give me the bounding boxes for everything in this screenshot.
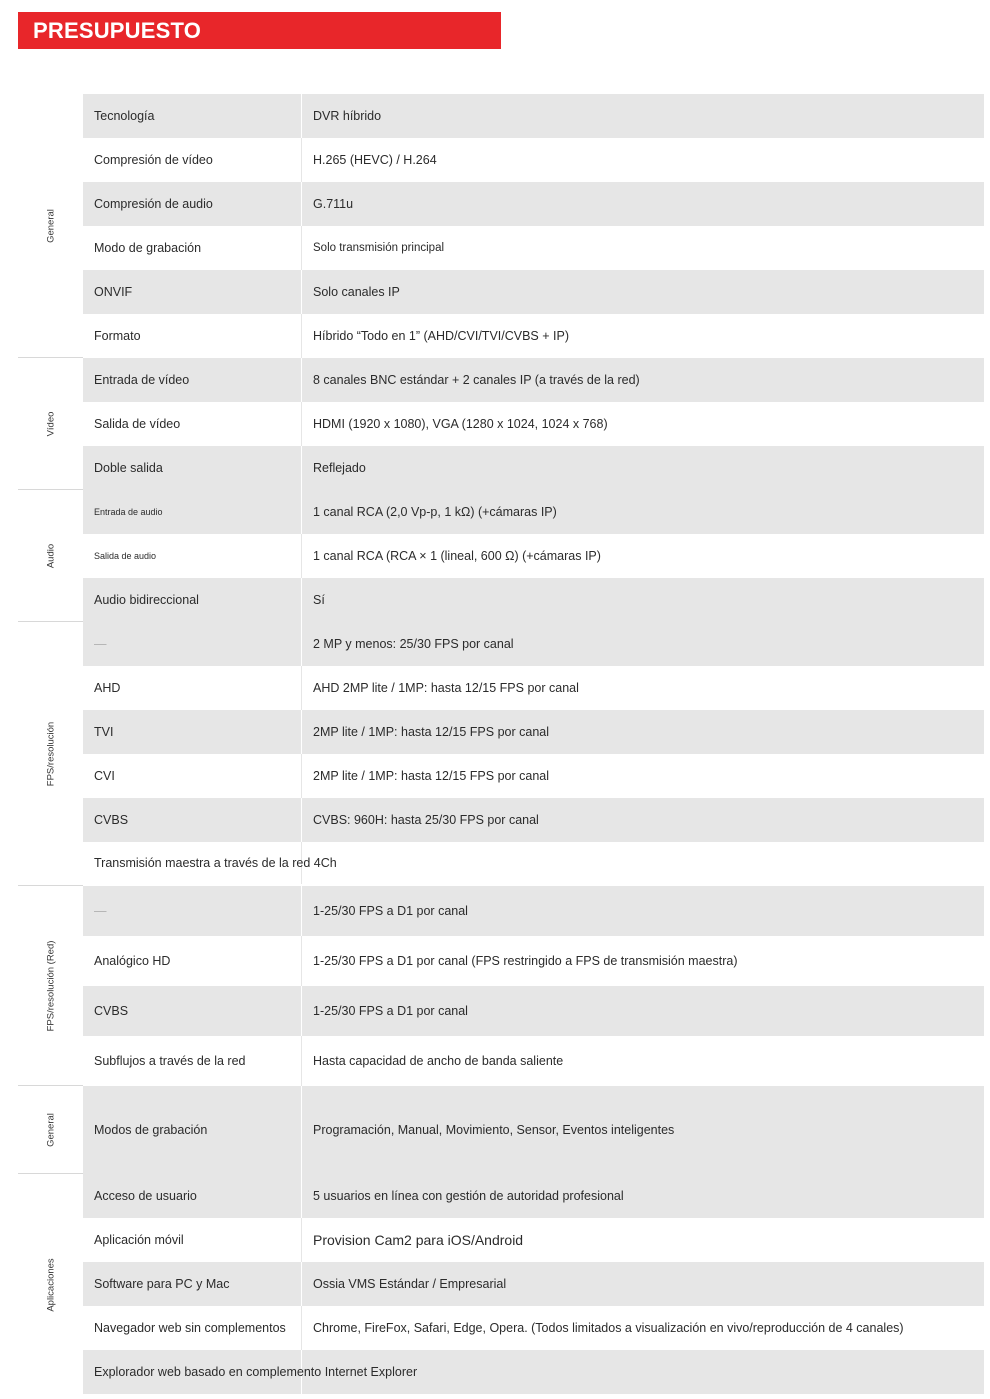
- spec-row: [83, 358, 984, 402]
- spec-row: [83, 986, 984, 1036]
- spec-label: Subflujos a través de la red: [94, 1054, 246, 1068]
- spec-label: CVI: [94, 769, 115, 783]
- cell-divider: [301, 270, 302, 314]
- spec-row: [83, 1262, 984, 1306]
- spec-value: 5 usuarios en línea con gestión de autoridad profesional: [313, 1189, 624, 1203]
- cell-divider: [301, 798, 302, 842]
- spec-row: [83, 182, 984, 226]
- cell-divider: [301, 986, 302, 1036]
- spec-value: 1-25/30 FPS a D1 por canal: [313, 1004, 468, 1018]
- spec-row: [83, 138, 984, 182]
- spec-label: Explorador web basado en complemento Internet Explorer: [94, 1365, 418, 1379]
- spec-row: [83, 936, 984, 986]
- spec-label: Entrada de audio: [94, 507, 163, 517]
- spec-value: 1 canal RCA (RCA × 1 (lineal, 600 Ω) (+cámaras IP): [313, 549, 601, 563]
- spec-label: Transmisión maestra a través de la red 4Ch: [94, 856, 337, 870]
- spec-value: 2MP lite / 1MP: hasta 12/15 FPS por canal: [313, 725, 550, 739]
- spec-label: Navegador web sin complementos: [94, 1321, 286, 1335]
- cell-divider: [301, 710, 302, 754]
- spec-row: [83, 534, 984, 578]
- spec-label: TVI: [94, 725, 114, 739]
- spec-value: 1 canal RCA (2,0 Vp-p, 1 kΩ) (+cámaras IP): [313, 505, 557, 519]
- spec-value: Híbrido “Todo en 1” (AHD/CVI/TVI/CVBS + IP): [313, 329, 569, 343]
- section-label: [18, 886, 83, 1086]
- spec-value: 1-25/30 FPS a D1 por canal: [313, 904, 468, 918]
- spec-value: CVBS: 960H: hasta 25/30 FPS por canal: [313, 813, 539, 827]
- spec-row: [83, 1218, 984, 1262]
- section-label: [18, 1086, 83, 1174]
- spec-value: HDMI (1920 x 1080), VGA (1280 x 1024, 1024 x 768): [313, 417, 608, 431]
- spec-value: Provision Cam2 para iOS/Android: [313, 1232, 524, 1248]
- cell-divider: [301, 490, 302, 534]
- spec-value: H.265 (HEVC) / H.264: [313, 153, 437, 167]
- spec-value: DVR híbrido: [313, 109, 382, 123]
- spec-label: Analógico HD: [94, 954, 171, 968]
- spec-value: Solo canales IP: [313, 285, 400, 299]
- spec-value: 8 canales BNC estándar + 2 canales IP (a través de la red): [313, 373, 640, 387]
- spec-row: [83, 1350, 984, 1394]
- spec-row: [83, 622, 984, 666]
- spec-row: [83, 578, 984, 622]
- cell-divider: [301, 94, 302, 138]
- spec-label: Formato: [94, 329, 141, 343]
- spec-value: Programación, Manual, Movimiento, Sensor, Eventos inteligentes: [313, 1123, 675, 1137]
- cell-divider: [301, 314, 302, 358]
- cell-divider: [301, 936, 302, 986]
- section-label: [18, 1174, 83, 1396]
- spec-row: [83, 94, 984, 138]
- spec-value: Hasta capacidad de ancho de banda saliente: [313, 1054, 564, 1068]
- cell-divider: [301, 754, 302, 798]
- section-label-text: Aplicaciones: [45, 1258, 56, 1312]
- cell-divider: [301, 534, 302, 578]
- spec-row: [83, 754, 984, 798]
- spec-row: [83, 1036, 984, 1086]
- spec-label: Modo de grabación: [94, 241, 202, 255]
- spec-label: Entrada de vídeo: [94, 373, 190, 387]
- spec-label: Acceso de usuario: [94, 1189, 197, 1203]
- cell-divider: [301, 1262, 302, 1306]
- spec-label: Salida de vídeo: [94, 417, 181, 431]
- cell-divider: [301, 886, 302, 936]
- spec-row: [83, 710, 984, 754]
- cell-divider: [301, 1086, 302, 1174]
- spec-label: Doble salida: [94, 461, 163, 475]
- section-label-text: Audio: [45, 543, 56, 569]
- section-label-text: FPS/resolución (Red): [45, 940, 56, 1032]
- spec-value: AHD 2MP lite / 1MP: hasta 12/15 FPS por canal: [313, 681, 579, 695]
- spec-label: CVBS: [94, 1004, 129, 1018]
- section-label-text: General: [45, 1113, 56, 1147]
- spec-value: 2MP lite / 1MP: hasta 12/15 FPS por canal: [313, 769, 550, 783]
- spec-row: [83, 666, 984, 710]
- spec-value: G.711u: [313, 197, 354, 211]
- section-label-text: General: [45, 209, 56, 243]
- cell-divider: [301, 402, 302, 446]
- cell-divider: [301, 1218, 302, 1262]
- page-title: PRESUPUESTO: [33, 18, 202, 43]
- spec-row: [83, 1086, 984, 1174]
- cell-divider: [301, 1306, 302, 1350]
- cell-divider: [301, 578, 302, 622]
- spec-value: 1-25/30 FPS a D1 por canal (FPS restringido a FPS de transmisión maestra): [313, 954, 738, 968]
- cell-divider: [301, 358, 302, 402]
- spec-row: [83, 886, 984, 936]
- spec-row: [83, 490, 984, 534]
- spec-value: Sí: [313, 593, 325, 607]
- spec-row: [83, 1174, 984, 1218]
- spec-label: AHD: [94, 681, 121, 695]
- spec-row: [83, 226, 984, 270]
- cell-divider: [301, 446, 302, 490]
- cell-divider: [301, 666, 302, 710]
- spec-label: Compresión de vídeo: [94, 153, 213, 167]
- spec-row: [83, 798, 984, 842]
- spec-label: Modos de grabación: [94, 1123, 208, 1137]
- spec-label: Compresión de audio: [94, 197, 213, 211]
- spec-label: CVBS: [94, 813, 129, 827]
- section-label-text: FPS/resolución: [45, 721, 56, 787]
- spec-value: Reflejado: [313, 461, 366, 475]
- spec-value: Ossia VMS Estándar / Empresarial: [313, 1277, 507, 1291]
- spec-row: [83, 842, 984, 884]
- spec-label: ONVIF: [94, 285, 133, 299]
- cell-divider: [301, 182, 302, 226]
- section-label-text: Vídeo: [45, 411, 56, 437]
- spec-label: Aplicación móvil: [94, 1233, 184, 1247]
- cell-divider: [301, 622, 302, 666]
- spec-row: [83, 402, 984, 446]
- spec-value: Chrome, FireFox, Safari, Edge, Opera. (Todos limitados a visualización en vivo/reproducción de 4 canales): [313, 1321, 904, 1335]
- section-label: [18, 622, 83, 886]
- section-label: [18, 358, 83, 490]
- spec-value: Solo transmisión principal: [313, 242, 445, 254]
- spec-label: Audio bidireccional: [94, 593, 199, 607]
- cell-divider: [301, 138, 302, 182]
- spec-row: [83, 314, 984, 358]
- spec-label: Salida de audio: [94, 551, 157, 561]
- section-label: [18, 490, 83, 622]
- spec-label: Tecnología: [94, 109, 155, 123]
- spec-row: [83, 446, 984, 490]
- spec-label: —: [94, 904, 107, 918]
- spec-value: 2 MP y menos: 25/30 FPS por canal: [313, 637, 514, 651]
- cell-divider: [301, 1174, 302, 1218]
- cell-divider: [301, 226, 302, 270]
- spec-label: —: [94, 637, 107, 651]
- spec-label: Software para PC y Mac: [94, 1277, 230, 1291]
- spec-row: [83, 1306, 984, 1350]
- spec-row: [83, 270, 984, 314]
- cell-divider: [301, 1036, 302, 1086]
- section-label: [18, 94, 83, 358]
